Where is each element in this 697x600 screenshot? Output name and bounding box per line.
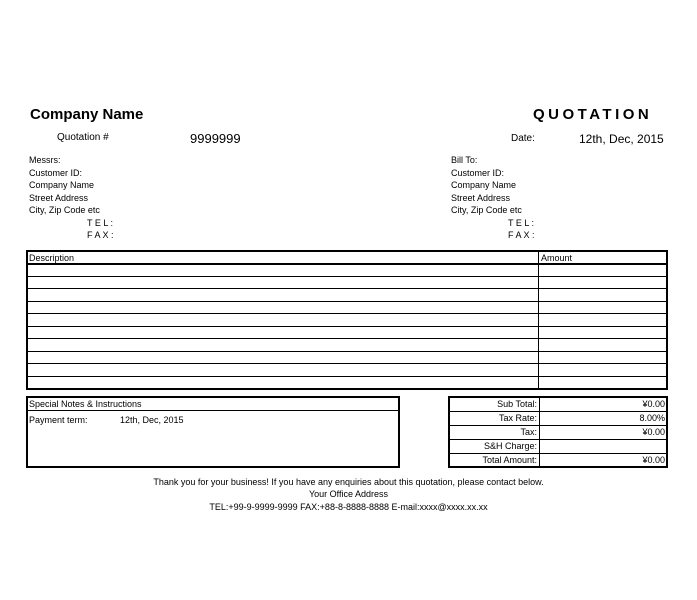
subtotal-value: ¥0.00: [642, 399, 665, 409]
customer-fax-label: F A X :: [87, 230, 114, 240]
date-label: Date:: [511, 133, 535, 144]
tax-rate-label: Tax Rate:: [498, 413, 537, 423]
notes-title-rule: [27, 410, 399, 411]
customer-messrs: Messrs:: [29, 155, 61, 165]
totals-row-line: [449, 439, 667, 440]
items-row-line: [27, 276, 667, 277]
quotation-number: 9999999: [190, 131, 241, 146]
billto-heading: Bill To:: [451, 155, 478, 165]
customer-id: Customer ID:: [29, 168, 83, 178]
items-row-line: [27, 288, 667, 289]
billto-city: City, Zip Code etc: [451, 205, 522, 215]
payment-term-label: Payment term:: [29, 415, 88, 425]
tax-label: Tax:: [520, 427, 537, 437]
tax-rate-value: 8.00%: [639, 413, 665, 423]
notes-title: Special Notes & Instructions: [29, 399, 142, 409]
totals-row-line: [449, 411, 667, 412]
totals-row-line: [449, 453, 667, 454]
totals-column-divider: [539, 397, 540, 467]
items-row-line: [27, 376, 667, 377]
total-amount-value: ¥0.00: [642, 455, 665, 465]
billto-street: Street Address: [451, 193, 511, 203]
items-header-amount: Amount: [541, 253, 573, 263]
footer-address: Your Office Address: [308, 489, 389, 499]
items-row-line: [27, 326, 667, 327]
items-column-divider: [538, 251, 539, 389]
items-row-line: [27, 301, 667, 302]
company-name: Company Name: [30, 106, 144, 123]
customer-tel-label: T E L :: [87, 218, 114, 228]
total-amount-label: Total Amount:: [482, 455, 537, 465]
items-row-line: [27, 313, 667, 314]
totals-row-line: [449, 425, 667, 426]
items-header-description: Description: [29, 253, 75, 263]
document-title: QUOTATION: [533, 106, 653, 123]
items-table: [26, 250, 668, 390]
billto-tel-label: T E L :: [508, 218, 535, 228]
customer-city: City, Zip Code etc: [29, 205, 100, 215]
subtotal-label: Sub Total:: [497, 399, 537, 409]
billto-customer-id: Customer ID:: [451, 168, 505, 178]
payment-term-value: 12th, Dec, 2015: [120, 415, 184, 425]
sh-charge-label: S&H Charge:: [483, 441, 537, 451]
customer-street: Street Address: [29, 193, 89, 203]
footer-thanks: Thank you for your business! If you have any enquiries about this quotation, please contact below.: [153, 477, 544, 487]
items-row-line: [27, 338, 667, 339]
billto-company: Company Name: [451, 180, 517, 190]
billto-fax-label: F A X :: [508, 230, 535, 240]
quotation-number-label: Quotation #: [57, 132, 109, 143]
items-row-line: [27, 351, 667, 352]
footer-contact: TEL:+99-9-9999-9999 FAX:+88-8-8888-8888 E-mail:xxxx@xxxx.xx.xx: [209, 502, 488, 512]
items-header-rule: [27, 263, 667, 265]
items-row-line: [27, 363, 667, 364]
tax-value: ¥0.00: [642, 427, 665, 437]
customer-company: Company Name: [29, 180, 95, 190]
date-value: 12th, Dec, 2015: [579, 132, 664, 146]
